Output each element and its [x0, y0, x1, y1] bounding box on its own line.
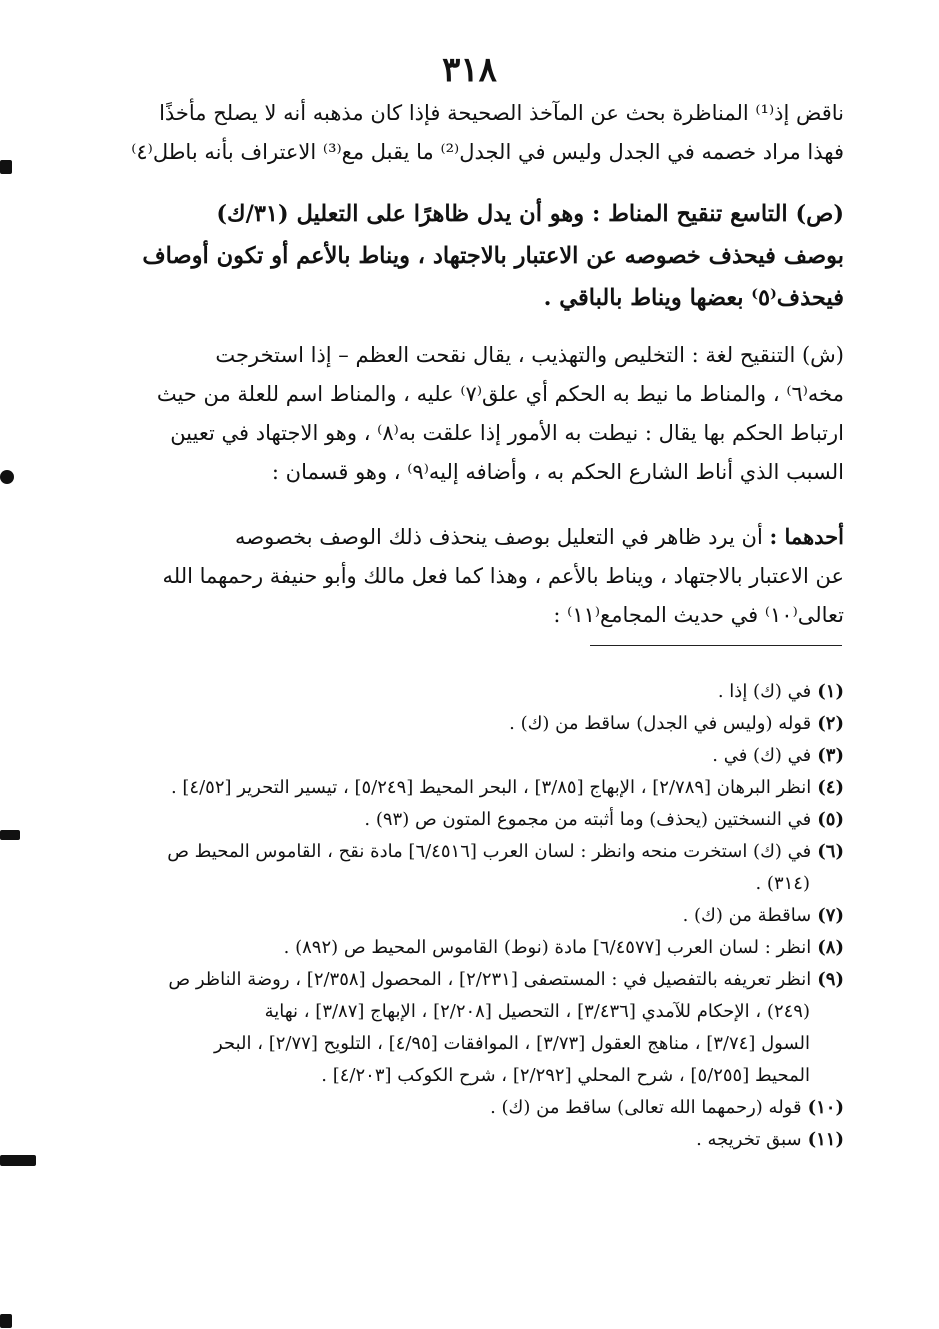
footnote [82, 1092, 844, 1124]
footnote-number: (٥) [817, 809, 844, 830]
scan-mark [0, 470, 14, 484]
footnote-text: انظر : لسان العرب [٦/٤٥٧٧] مادة (نوط) القاموس المحيط ص (٨٩٢) . [283, 937, 812, 958]
text-line: تعالى⁽١٠⁾ في حديث المجامع⁽١١⁾ : [553, 603, 844, 627]
text-line: مخه⁽٦⁾ ، والمناط ما نيط به الحكم أي علق⁽٧⁾ عليه ، والمناط اسم للعلة من حيث [156, 382, 844, 406]
footnote-continuation: (٢٤٩) ، الإحكام للآمدي [٣/٤٣٦] ، التحصيل [٢/٢٠٨] ، الإبهاج [٣/٨٧] ، نهاية [264, 1001, 810, 1022]
page-number: ٣١٨ [442, 50, 497, 90]
footnote-text: ساقطة من (ك) . [682, 905, 812, 926]
text-line [82, 517, 844, 557]
footnote [82, 964, 844, 996]
text-line: السبب الذي أناط الشارع الحكم به ، وأضافه إليه⁽٩⁾ ، وهو قسمان : [271, 460, 844, 484]
footnote-number: (٢) [817, 713, 844, 734]
footnote [82, 804, 844, 836]
footnote [82, 900, 844, 932]
footnote-number: (٤) [817, 777, 844, 798]
footnote-number: (٧) [817, 905, 844, 926]
footnote-text: في (ك) استخرت منحه وانظر : لسان العرب [٦/٤٥١٦] مادة نقح ، القاموس المحيط ص [167, 841, 812, 862]
footnote-number: (٣) [817, 745, 844, 766]
text-line: فيحذف⁽٥⁾ بعضها ويناط بالباقي . [543, 285, 844, 311]
text-line: (ش) التنقيح لغة : التخليص والتهذيب ، يقال نقحت العظم – إذا استخرجت [215, 343, 844, 367]
section-lead: أحدهما : [769, 524, 844, 549]
footnote-text: في النسختين (يحذف) وما أثبته من مجموع المتون ص (٩٣) . [364, 809, 812, 830]
intro-paragraph [82, 94, 844, 172]
footnote-continuation: (٣١٤) . [755, 873, 810, 894]
footnote [82, 1124, 844, 1156]
footnote-number: (١٠) [807, 1097, 844, 1118]
matn-paragraph [82, 193, 844, 319]
text-line: ناقض إذ⁽¹⁾ المناظرة بحث عن المآخذ الصحيحة فإذا كان مذهبه أنه لا يصلح مأخذًا [159, 101, 844, 125]
scan-mark [0, 830, 20, 840]
footnote-text: قوله (رحمهما الله تعالى) ساقط من (ك) . [490, 1097, 802, 1118]
footnote-number: (٨) [817, 937, 844, 958]
footnote-text: في (ك) إذا . [717, 681, 812, 702]
footnote [82, 740, 844, 772]
text-line: ارتباط الحكم بها يقال : نيطت به الأمور إذا علقت به⁽٨⁾ ، وهو الاجتهاد في تعيين [170, 421, 844, 445]
footnote-continuation: المحيط [٥/٢٥٥] ، شرح المحلي [٢/٢٩٢] ، شرح الكوكب [٤/٢٠٣] . [321, 1065, 810, 1086]
text-line: فهذا مراد خصمه في الجدل وليس في الجدل⁽²⁾ ما يقبل مع⁽³⁾ الاعتراف بأنه باطل⁽٤⁾ [131, 140, 844, 164]
footnote-text: قوله (وليس في الجدل) ساقط من (ك) . [509, 713, 812, 734]
sharh-paragraph [82, 336, 844, 492]
footnote-number: (١١) [807, 1129, 844, 1150]
footnote [82, 932, 844, 964]
footnote-number: (٩) [817, 969, 844, 990]
text-run: أن يرد ظاهر في التعليل بوصف ينحذف ذلك الوصف بخصوصه [235, 525, 763, 549]
footnote-text: سبق تخريجه . [696, 1129, 802, 1150]
text-line: بوصف فيحذف خصوصه عن الاعتبار بالاجتهاد ، ويناط بالأعم أو تكون أوصاف [142, 243, 844, 269]
footnote [82, 708, 844, 740]
footnote-text: انظر تعريفه بالتفصيل في : المستصفى [٢/٢٣١] ، المحصول [٢/٣٥٨] ، روضة الناظر ص [168, 969, 812, 990]
text-line: عن الاعتبار بالاجتهاد ، ويناط بالأعم ، وهذا كما فعل مالك وأبو حنيفة رحمهما الله [162, 564, 844, 588]
footnote-number: (٦) [817, 841, 844, 862]
footnote-text: في (ك) في . [712, 745, 812, 766]
text-line: (ص) التاسع تنقيح المناط : وهو أن يدل ظاهرًا على التعليل (٣١/ك) [216, 201, 844, 227]
first-part-paragraph [82, 517, 844, 635]
scan-mark [0, 1314, 12, 1328]
footnote [82, 772, 844, 804]
footnote-number: (١) [817, 681, 844, 702]
footnote-separator [590, 645, 842, 646]
footnotes [82, 676, 844, 1156]
footnote-text: انظر البرهان [٢/٧٨٩] ، الإبهاج [٣/٨٥] ، البحر المحيط [٥/٢٤٩] ، تيسير التحرير [٤/٥٢] . [170, 777, 812, 798]
footnote [82, 676, 844, 708]
footnote-continuation: السول [٣/٧٤] ، مناهج العقول [٣/٧٣] ، الموافقات [٤/٩٥] ، التلويح [٢/٧٧] ، البحر [214, 1033, 810, 1054]
scan-mark [0, 160, 12, 174]
footnote [82, 836, 844, 868]
scan-mark [0, 1155, 36, 1166]
